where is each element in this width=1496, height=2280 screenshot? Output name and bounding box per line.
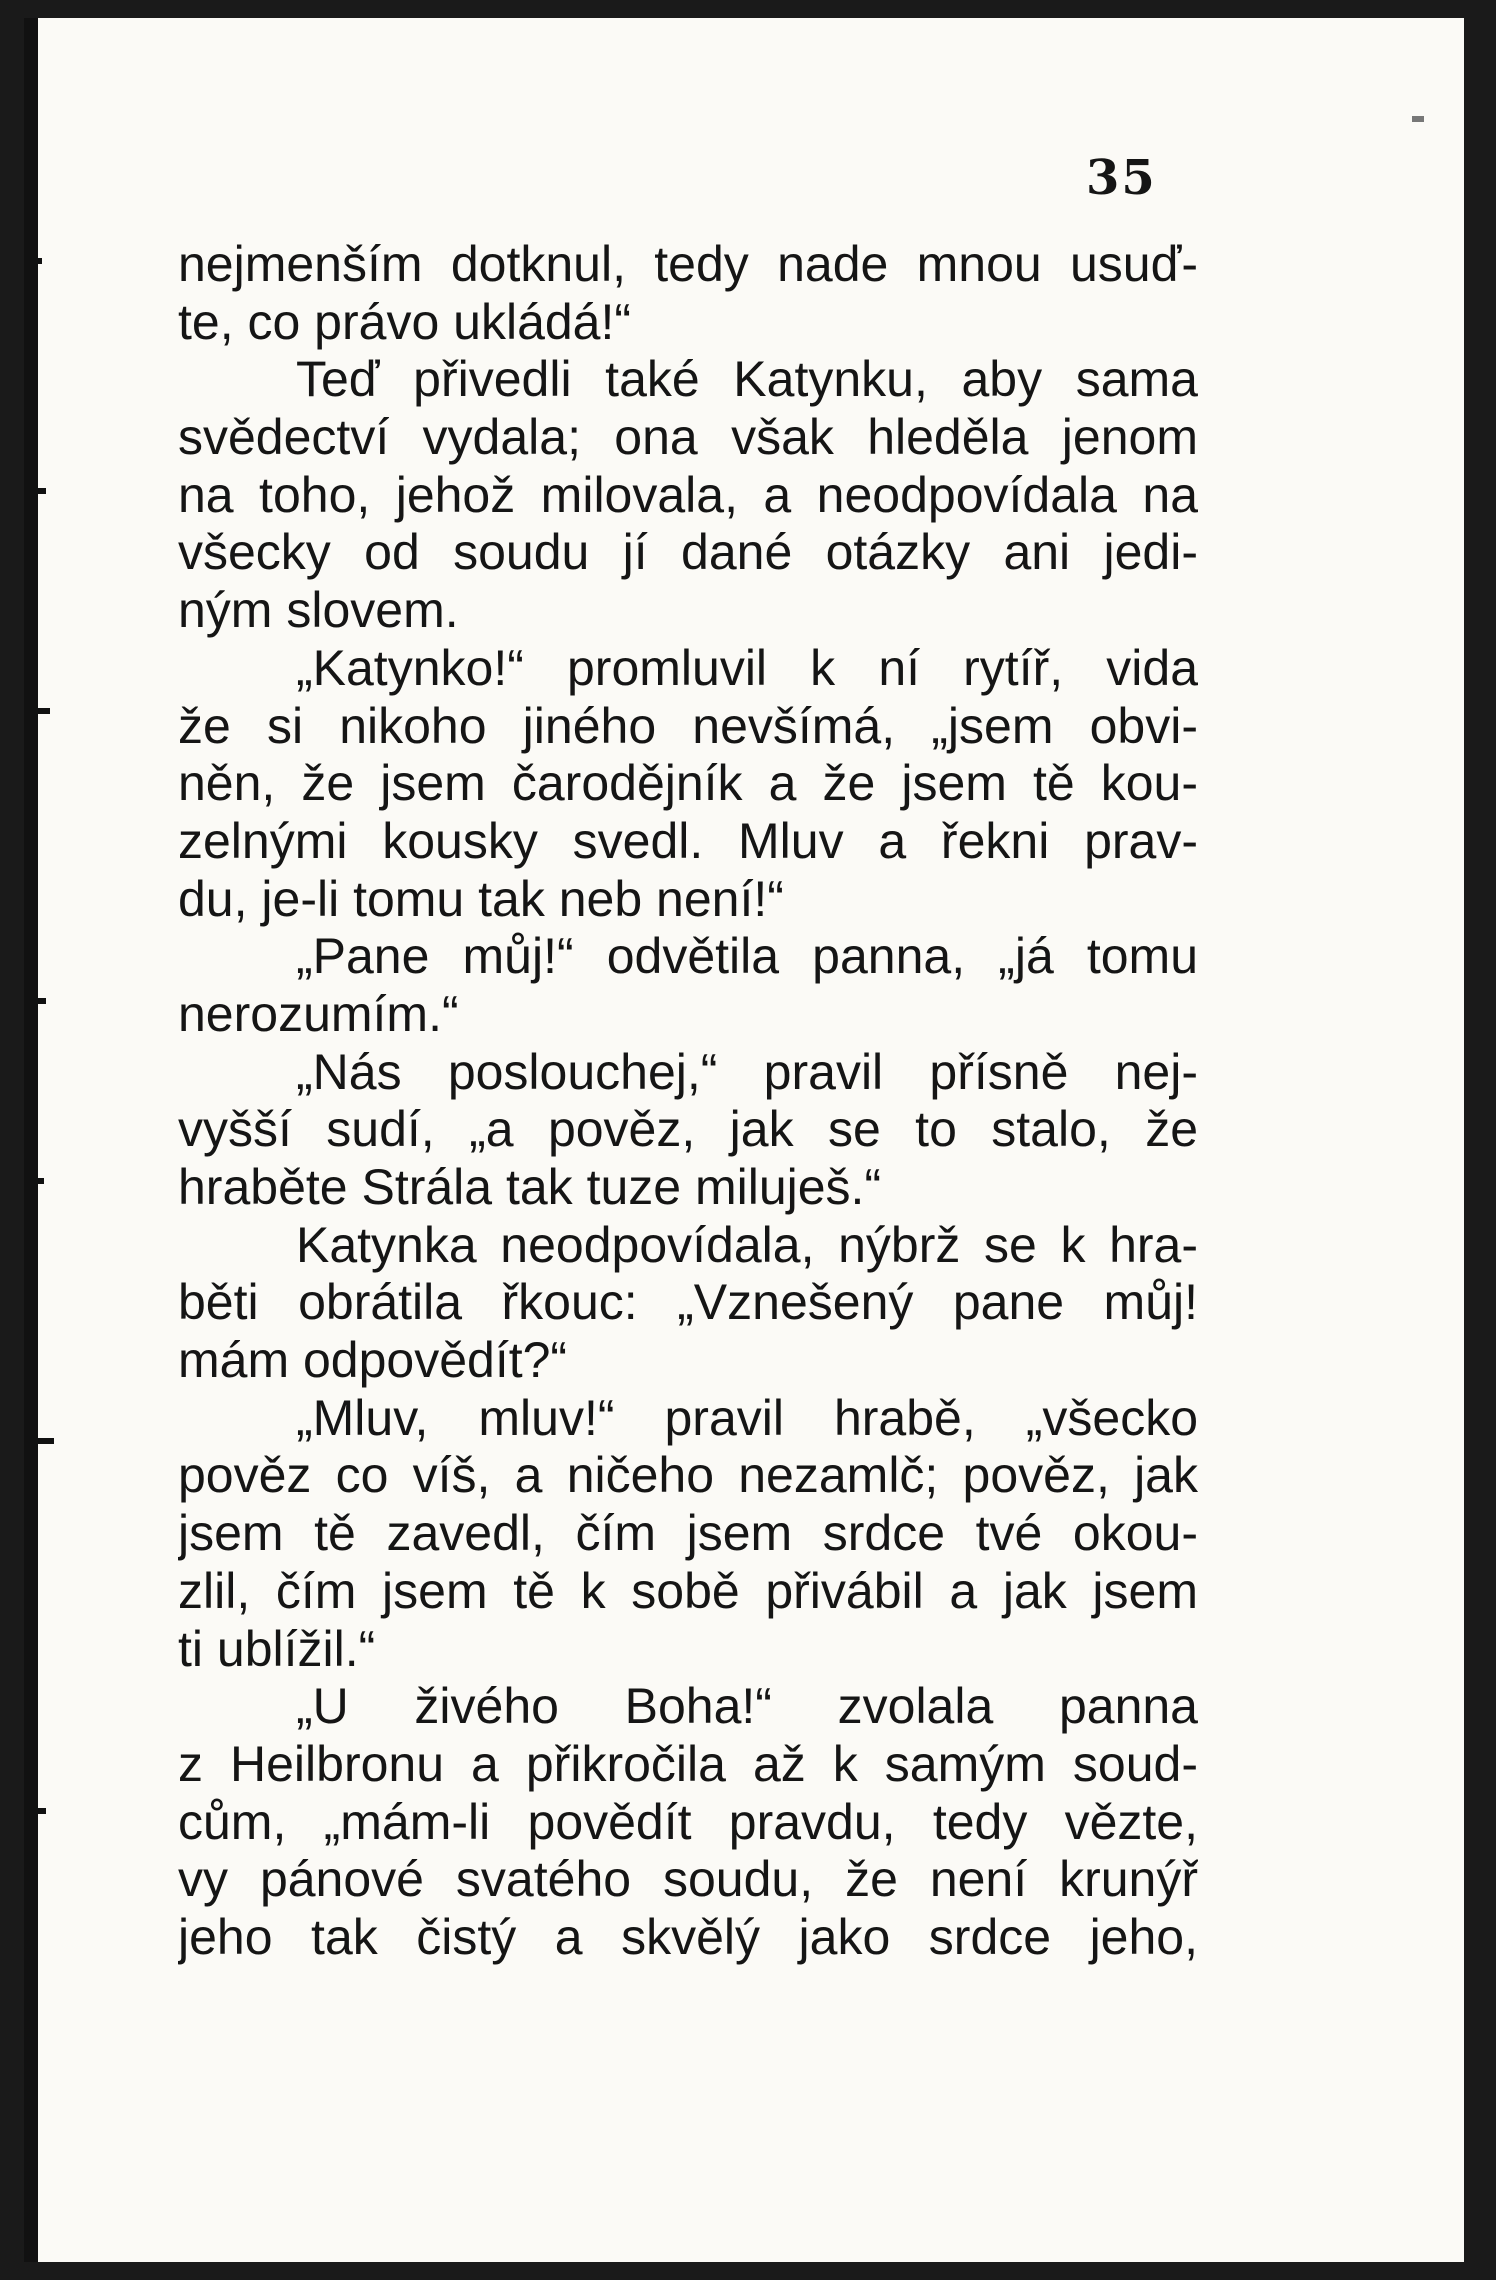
text-line: zelnými kousky svedl. Mluv a řekni prav- <box>178 812 1198 869</box>
text-line: te, co právo ukládá!“ <box>178 293 632 350</box>
text-line: „Nás poslouchej,“ pravil přísně nej- <box>296 1043 1198 1100</box>
text-line: jeho tak čistý a skvělý jako srdce jeho, <box>178 1908 1198 1965</box>
text-line: všecky od soudu jí dané otázky ani jedi- <box>178 524 1198 581</box>
binding-mark <box>24 1438 54 1444</box>
text-line: z Heilbronu a přikročila až k samým soud- <box>178 1735 1198 1792</box>
text-line: ti ublížil.“ <box>178 1620 376 1677</box>
binding-mark <box>24 998 46 1004</box>
text-line: hraběte Strála tak tuze miluješ.“ <box>178 1159 882 1215</box>
text-line: vy pánové svatého soudu, že není krunýř <box>178 1851 1198 1908</box>
binding-mark <box>24 1178 44 1184</box>
book-page <box>24 18 1464 2262</box>
text-line: cům, „mám-li povědít pravdu, tedy vězte, <box>178 1793 1198 1850</box>
text-line: Katynka neodpovídala, nýbrž se k hra- <box>296 1216 1198 1273</box>
binding-mark <box>24 1808 46 1814</box>
text-line: „Pane můj!“ odvětila panna, „já tomu <box>296 928 1198 985</box>
text-line: „U živého Boha!“ zvolala panna <box>296 1678 1198 1735</box>
text-line: na toho, jehož milovala, a neodpovídala na <box>178 466 1198 523</box>
text-line: ným slovem. <box>178 582 459 639</box>
binding-edge <box>24 18 38 2262</box>
text-line: du, je-li tomu tak neb není!“ <box>178 870 784 927</box>
text-line: „Mluv, mluv!“ pravil hrabě, „všecko <box>296 1389 1198 1446</box>
page-number: 35 <box>1086 150 1157 206</box>
text-line: vyšší sudí, „a pověz, jak se to stalo, že <box>178 1101 1198 1158</box>
text-line: něn, že jsem čarodějník a že jsem tě kou- <box>178 755 1198 812</box>
binding-mark <box>24 258 42 264</box>
text-line: jsem tě zavedl, čím jsem srdce tvé okou- <box>178 1505 1198 1562</box>
text-line: pověz co víš, a ničeho nezamlč; pověz, jak <box>178 1447 1198 1504</box>
body-text <box>178 236 1198 1967</box>
text-line: nejmenším dotknul, tedy nade mnou usuď- <box>178 236 1198 292</box>
binding-mark <box>24 488 46 494</box>
text-line: „Katynko!“ promluvil k ní rytíř, vida <box>296 639 1198 696</box>
text-line: mám odpovědít?“ <box>178 1332 568 1389</box>
text-line: Teď přivedli také Katynku, aby sama <box>296 351 1198 408</box>
text-line: zlil, čím jsem tě k sobě přivábil a jak jsem <box>178 1562 1198 1619</box>
text-line: běti obrátila řkouc: „Vznešený pane můj! <box>178 1274 1198 1331</box>
text-line: nerozumím.“ <box>178 985 459 1042</box>
text-line: že si nikoho jiného nevšímá, „jsem obvi- <box>178 697 1198 754</box>
binding-mark <box>24 708 50 714</box>
text-line: svědectví vydala; ona však hleděla jenom <box>178 409 1198 466</box>
scan-speck <box>1412 116 1424 122</box>
